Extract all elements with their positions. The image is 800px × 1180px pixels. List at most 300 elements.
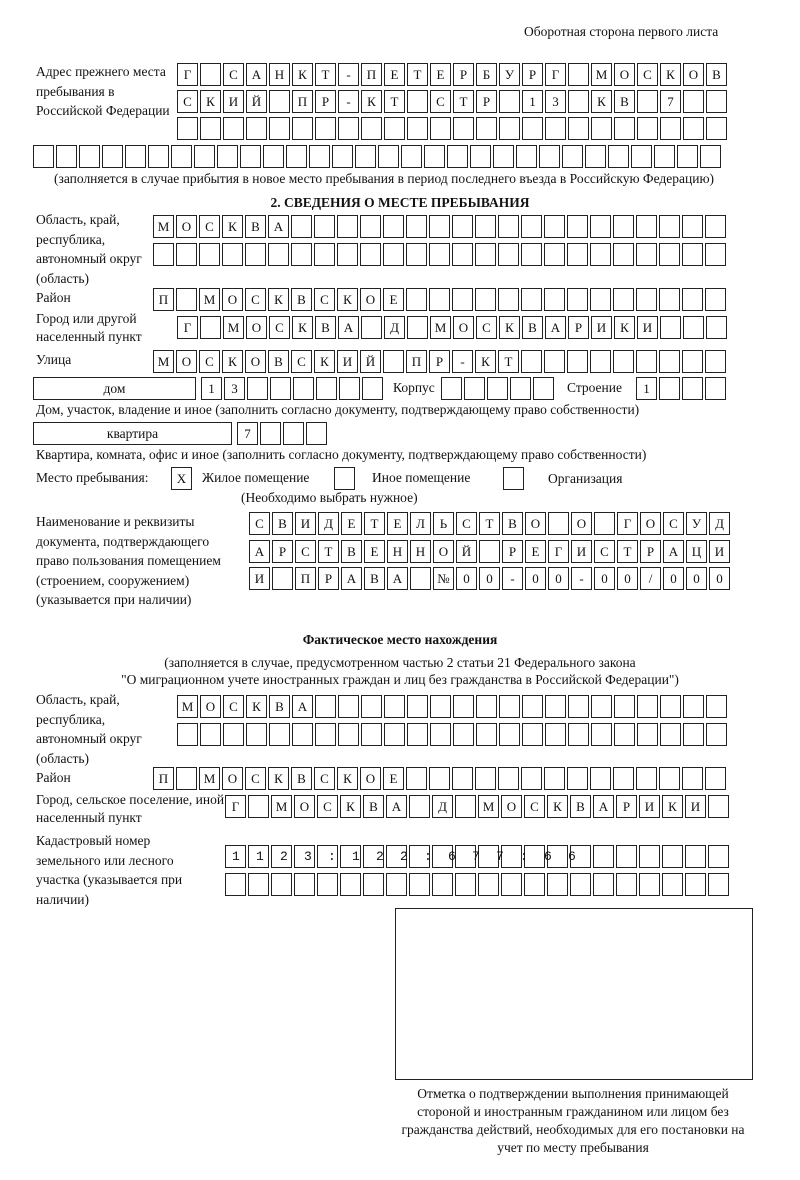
char-box[interactable]: Г <box>177 316 198 339</box>
char-box[interactable] <box>286 145 307 168</box>
char-box[interactable]: / <box>640 567 661 590</box>
char-box[interactable] <box>478 845 499 868</box>
char-box[interactable] <box>429 215 450 238</box>
char-box[interactable] <box>361 316 382 339</box>
char-box[interactable] <box>682 243 703 266</box>
char-box[interactable] <box>590 243 611 266</box>
char-box[interactable] <box>613 288 634 311</box>
char-box[interactable]: К <box>314 350 335 373</box>
char-box[interactable] <box>660 316 681 339</box>
char-box[interactable]: С <box>245 288 266 311</box>
char-box[interactable]: Е <box>430 63 451 86</box>
char-box[interactable] <box>407 723 428 746</box>
char-box[interactable] <box>475 215 496 238</box>
char-box[interactable]: Т <box>407 63 428 86</box>
char-box[interactable] <box>383 215 404 238</box>
char-box[interactable] <box>590 767 611 790</box>
char-box[interactable]: Р <box>616 795 637 818</box>
stroenie-row[interactable] <box>636 377 728 400</box>
char-box[interactable]: К <box>337 767 358 790</box>
char-box[interactable] <box>79 145 100 168</box>
char-box[interactable]: И <box>571 540 592 563</box>
char-box[interactable]: П <box>292 90 313 113</box>
char-box[interactable]: 7 <box>660 90 681 113</box>
char-box[interactable]: И <box>337 350 358 373</box>
char-box[interactable]: А <box>341 567 362 590</box>
char-box[interactable] <box>338 723 359 746</box>
char-box[interactable] <box>545 723 566 746</box>
char-box[interactable]: О <box>245 350 266 373</box>
char-box[interactable]: Т <box>498 350 519 373</box>
char-box[interactable] <box>613 350 634 373</box>
char-box[interactable] <box>659 767 680 790</box>
char-box[interactable] <box>317 845 338 868</box>
char-box[interactable]: О <box>640 512 661 535</box>
char-box[interactable] <box>362 377 383 400</box>
char-box[interactable]: - <box>502 567 523 590</box>
char-box[interactable]: О <box>294 795 315 818</box>
char-box[interactable] <box>56 145 77 168</box>
char-box[interactable] <box>708 845 729 868</box>
char-box[interactable] <box>432 845 453 868</box>
char-box[interactable] <box>593 873 614 896</box>
char-box[interactable] <box>199 243 220 266</box>
char-box[interactable] <box>544 288 565 311</box>
char-box[interactable] <box>363 873 384 896</box>
char-box[interactable]: И <box>591 316 612 339</box>
char-box[interactable] <box>270 377 291 400</box>
char-box[interactable]: С <box>456 512 477 535</box>
char-box[interactable]: Л <box>410 512 431 535</box>
char-box[interactable] <box>360 215 381 238</box>
char-box[interactable]: М <box>271 795 292 818</box>
char-box[interactable] <box>522 695 543 718</box>
char-box[interactable] <box>498 215 519 238</box>
char-box[interactable]: С <box>476 316 497 339</box>
char-box[interactable] <box>223 117 244 140</box>
char-box[interactable] <box>409 795 430 818</box>
char-box[interactable] <box>176 243 197 266</box>
char-box[interactable] <box>383 350 404 373</box>
char-box[interactable] <box>706 117 727 140</box>
char-box[interactable] <box>682 288 703 311</box>
char-box[interactable] <box>407 90 428 113</box>
char-box[interactable]: 0 <box>709 567 730 590</box>
char-box[interactable]: И <box>249 567 270 590</box>
char-box[interactable] <box>409 873 430 896</box>
char-box[interactable] <box>499 117 520 140</box>
char-box[interactable] <box>269 723 290 746</box>
char-box[interactable] <box>524 845 545 868</box>
char-box[interactable]: В <box>570 795 591 818</box>
char-box[interactable]: О <box>222 767 243 790</box>
char-box[interactable] <box>616 845 637 868</box>
char-box[interactable] <box>593 845 614 868</box>
char-box[interactable] <box>447 145 468 168</box>
char-box[interactable]: Г <box>548 540 569 563</box>
char-box[interactable] <box>544 215 565 238</box>
char-box[interactable]: Н <box>387 540 408 563</box>
char-box[interactable] <box>455 845 476 868</box>
char-box[interactable]: 1 <box>522 90 543 113</box>
char-box[interactable] <box>659 377 680 400</box>
char-box[interactable]: 0 <box>617 567 638 590</box>
char-box[interactable] <box>562 145 583 168</box>
char-box[interactable] <box>705 243 726 266</box>
char-box[interactable] <box>705 377 726 400</box>
char-box[interactable] <box>614 695 635 718</box>
char-box[interactable] <box>501 873 522 896</box>
char-box[interactable] <box>613 215 634 238</box>
char-box[interactable]: Й <box>246 90 267 113</box>
char-box[interactable] <box>194 145 215 168</box>
char-box[interactable] <box>614 117 635 140</box>
char-box[interactable] <box>545 695 566 718</box>
char-box[interactable] <box>478 873 499 896</box>
char-box[interactable]: 0 <box>663 567 684 590</box>
char-box[interactable]: В <box>315 316 336 339</box>
actual-region-row-2[interactable] <box>177 723 729 746</box>
char-box[interactable]: М <box>153 350 174 373</box>
char-box[interactable]: М <box>199 767 220 790</box>
char-box[interactable] <box>407 316 428 339</box>
char-box[interactable]: Е <box>384 63 405 86</box>
char-box[interactable]: Г <box>617 512 638 535</box>
char-box[interactable]: М <box>223 316 244 339</box>
char-box[interactable]: Т <box>384 90 405 113</box>
char-box[interactable] <box>682 767 703 790</box>
char-box[interactable] <box>292 117 313 140</box>
document-row-2[interactable] <box>249 540 732 563</box>
char-box[interactable] <box>544 350 565 373</box>
char-box[interactable] <box>662 845 683 868</box>
char-box[interactable]: О <box>246 316 267 339</box>
char-box[interactable] <box>453 117 474 140</box>
char-box[interactable]: С <box>524 795 545 818</box>
char-box[interactable]: У <box>686 512 707 535</box>
char-box[interactable] <box>522 723 543 746</box>
char-box[interactable] <box>475 288 496 311</box>
char-box[interactable] <box>248 845 269 868</box>
char-box[interactable]: Р <box>318 567 339 590</box>
char-box[interactable]: О <box>360 288 381 311</box>
char-box[interactable]: А <box>246 63 267 86</box>
char-box[interactable] <box>594 512 615 535</box>
char-box[interactable] <box>200 117 221 140</box>
char-box[interactable]: 1 <box>636 377 657 400</box>
char-box[interactable]: С <box>269 316 290 339</box>
char-box[interactable] <box>499 695 520 718</box>
char-box[interactable] <box>406 288 427 311</box>
document-row-1[interactable] <box>249 512 732 535</box>
char-box[interactable]: 0 <box>594 567 615 590</box>
char-box[interactable] <box>263 145 284 168</box>
char-box[interactable] <box>315 723 336 746</box>
prev-address-row-1[interactable] <box>177 63 729 86</box>
char-box[interactable]: М <box>177 695 198 718</box>
char-box[interactable]: М <box>199 288 220 311</box>
option-organization-checkbox[interactable] <box>503 467 524 490</box>
char-box[interactable]: Г <box>225 795 246 818</box>
char-box[interactable] <box>294 845 315 868</box>
char-box[interactable] <box>171 145 192 168</box>
char-box[interactable] <box>337 215 358 238</box>
char-box[interactable]: Р <box>476 90 497 113</box>
char-box[interactable]: Д <box>318 512 339 535</box>
char-box[interactable] <box>355 145 376 168</box>
char-box[interactable]: С <box>223 63 244 86</box>
char-box[interactable]: Й <box>360 350 381 373</box>
char-box[interactable] <box>291 215 312 238</box>
char-box[interactable] <box>498 288 519 311</box>
char-box[interactable]: Т <box>617 540 638 563</box>
char-box[interactable] <box>153 243 174 266</box>
char-box[interactable]: Т <box>318 540 339 563</box>
char-box[interactable] <box>636 215 657 238</box>
char-box[interactable]: - <box>338 63 359 86</box>
char-box[interactable] <box>360 243 381 266</box>
char-box[interactable]: Е <box>525 540 546 563</box>
char-box[interactable]: О <box>360 767 381 790</box>
char-box[interactable] <box>306 422 327 445</box>
char-box[interactable] <box>316 377 337 400</box>
char-box[interactable] <box>636 350 657 373</box>
char-box[interactable] <box>682 215 703 238</box>
char-box[interactable]: В <box>502 512 523 535</box>
char-box[interactable] <box>248 795 269 818</box>
char-box[interactable] <box>406 215 427 238</box>
char-box[interactable]: В <box>291 288 312 311</box>
char-box[interactable] <box>631 145 652 168</box>
char-box[interactable] <box>406 243 427 266</box>
char-box[interactable] <box>568 90 589 113</box>
char-box[interactable] <box>386 845 407 868</box>
city-row[interactable] <box>177 316 729 339</box>
house-number-row[interactable] <box>201 377 385 400</box>
char-box[interactable]: К <box>292 63 313 86</box>
char-box[interactable] <box>614 723 635 746</box>
char-box[interactable] <box>33 145 54 168</box>
char-box[interactable] <box>659 288 680 311</box>
char-box[interactable]: И <box>639 795 660 818</box>
char-box[interactable] <box>476 723 497 746</box>
char-box[interactable] <box>315 117 336 140</box>
char-box[interactable] <box>521 350 542 373</box>
char-box[interactable] <box>272 567 293 590</box>
char-box[interactable]: 0 <box>548 567 569 590</box>
char-box[interactable]: В <box>364 567 385 590</box>
char-box[interactable] <box>332 145 353 168</box>
char-box[interactable] <box>570 873 591 896</box>
char-box[interactable] <box>636 243 657 266</box>
char-box[interactable]: 0 <box>686 567 707 590</box>
char-box[interactable] <box>493 145 514 168</box>
char-box[interactable] <box>521 767 542 790</box>
char-box[interactable] <box>102 145 123 168</box>
char-box[interactable]: О <box>433 540 454 563</box>
char-box[interactable]: Т <box>315 63 336 86</box>
char-box[interactable]: Й <box>456 540 477 563</box>
char-box[interactable]: О <box>683 63 704 86</box>
char-box[interactable] <box>430 723 451 746</box>
char-box[interactable]: Р <box>429 350 450 373</box>
char-box[interactable] <box>223 723 244 746</box>
char-box[interactable] <box>585 145 606 168</box>
char-box[interactable]: С <box>223 695 244 718</box>
char-box[interactable]: К <box>340 795 361 818</box>
char-box[interactable] <box>248 873 269 896</box>
char-box[interactable] <box>386 873 407 896</box>
char-box[interactable] <box>424 145 445 168</box>
char-box[interactable] <box>470 145 491 168</box>
char-box[interactable] <box>677 145 698 168</box>
char-box[interactable] <box>338 695 359 718</box>
char-box[interactable] <box>637 117 658 140</box>
char-box[interactable] <box>340 845 361 868</box>
char-box[interactable] <box>409 845 430 868</box>
char-box[interactable]: С <box>177 90 198 113</box>
char-box[interactable] <box>683 90 704 113</box>
char-box[interactable]: С <box>249 512 270 535</box>
char-box[interactable] <box>636 288 657 311</box>
char-box[interactable] <box>177 117 198 140</box>
actual-district-row[interactable] <box>153 767 728 790</box>
char-box[interactable] <box>246 117 267 140</box>
char-box[interactable] <box>240 145 261 168</box>
char-box[interactable]: П <box>295 567 316 590</box>
char-box[interactable]: М <box>591 63 612 86</box>
char-box[interactable] <box>217 145 238 168</box>
cadastral-row-1[interactable] <box>225 845 761 868</box>
prev-address-row-4[interactable] <box>33 145 723 168</box>
char-box[interactable]: А <box>292 695 313 718</box>
char-box[interactable]: А <box>593 795 614 818</box>
char-box[interactable]: В <box>269 695 290 718</box>
char-box[interactable]: П <box>153 767 174 790</box>
char-box[interactable]: У <box>499 63 520 86</box>
district-row[interactable] <box>153 288 728 311</box>
char-box[interactable]: С <box>199 215 220 238</box>
char-box[interactable] <box>544 243 565 266</box>
region-row-2[interactable] <box>153 243 728 266</box>
option-residential-checkbox[interactable]: X <box>171 467 192 490</box>
char-box[interactable]: М <box>153 215 174 238</box>
char-box[interactable]: К <box>246 695 267 718</box>
char-box[interactable] <box>429 288 450 311</box>
char-box[interactable] <box>683 316 704 339</box>
char-box[interactable]: 0 <box>456 567 477 590</box>
char-box[interactable]: 1 <box>201 377 222 400</box>
char-box[interactable]: Д <box>384 316 405 339</box>
char-box[interactable] <box>294 873 315 896</box>
char-box[interactable] <box>613 767 634 790</box>
char-box[interactable] <box>407 117 428 140</box>
char-box[interactable] <box>654 145 675 168</box>
char-box[interactable] <box>568 695 589 718</box>
char-box[interactable] <box>225 873 246 896</box>
char-box[interactable] <box>613 243 634 266</box>
char-box[interactable]: Г <box>545 63 566 86</box>
flat-type-field[interactable]: квартира <box>33 422 232 445</box>
char-box[interactable]: В <box>268 350 289 373</box>
char-box[interactable]: К <box>292 316 313 339</box>
char-box[interactable] <box>363 845 384 868</box>
char-box[interactable]: С <box>594 540 615 563</box>
char-box[interactable]: - <box>571 567 592 590</box>
char-box[interactable]: О <box>200 695 221 718</box>
char-box[interactable]: С <box>245 767 266 790</box>
char-box[interactable]: А <box>663 540 684 563</box>
char-box[interactable] <box>314 243 335 266</box>
char-box[interactable]: О <box>571 512 592 535</box>
char-box[interactable] <box>591 723 612 746</box>
char-box[interactable] <box>548 512 569 535</box>
char-box[interactable]: Ь <box>433 512 454 535</box>
char-box[interactable] <box>338 117 359 140</box>
char-box[interactable] <box>291 243 312 266</box>
actual-region-row-1[interactable] <box>177 695 729 718</box>
char-box[interactable] <box>222 243 243 266</box>
char-box[interactable] <box>590 350 611 373</box>
char-box[interactable] <box>430 695 451 718</box>
char-box[interactable]: 0 <box>525 567 546 590</box>
street-row[interactable] <box>153 350 728 373</box>
char-box[interactable]: - <box>338 90 359 113</box>
char-box[interactable]: К <box>268 288 289 311</box>
char-box[interactable]: А <box>268 215 289 238</box>
char-box[interactable] <box>476 695 497 718</box>
char-box[interactable] <box>637 723 658 746</box>
char-box[interactable] <box>705 288 726 311</box>
char-box[interactable] <box>659 243 680 266</box>
char-box[interactable] <box>271 845 292 868</box>
char-box[interactable] <box>590 215 611 238</box>
char-box[interactable] <box>293 377 314 400</box>
char-box[interactable] <box>700 145 721 168</box>
char-box[interactable] <box>361 723 382 746</box>
option-other-premises-checkbox[interactable] <box>334 467 355 490</box>
char-box[interactable] <box>401 145 422 168</box>
region-row-1[interactable] <box>153 215 728 238</box>
char-box[interactable] <box>383 243 404 266</box>
char-box[interactable]: Р <box>640 540 661 563</box>
char-box[interactable] <box>498 767 519 790</box>
char-box[interactable] <box>479 540 500 563</box>
char-box[interactable] <box>639 873 660 896</box>
char-box[interactable] <box>568 723 589 746</box>
char-box[interactable]: Е <box>341 512 362 535</box>
korpus-row[interactable] <box>441 377 556 400</box>
char-box[interactable] <box>568 117 589 140</box>
char-box[interactable]: Ц <box>686 540 707 563</box>
char-box[interactable] <box>430 117 451 140</box>
char-box[interactable] <box>539 145 560 168</box>
char-box[interactable] <box>639 845 660 868</box>
char-box[interactable] <box>516 145 537 168</box>
char-box[interactable] <box>487 377 508 400</box>
char-box[interactable] <box>682 377 703 400</box>
char-box[interactable] <box>570 845 591 868</box>
char-box[interactable]: А <box>386 795 407 818</box>
char-box[interactable]: К <box>662 795 683 818</box>
char-box[interactable] <box>378 145 399 168</box>
char-box[interactable]: - <box>452 350 473 373</box>
actual-city-row[interactable] <box>225 795 731 818</box>
char-box[interactable] <box>452 288 473 311</box>
char-box[interactable]: К <box>268 767 289 790</box>
char-box[interactable] <box>246 723 267 746</box>
char-box[interactable]: Р <box>568 316 589 339</box>
